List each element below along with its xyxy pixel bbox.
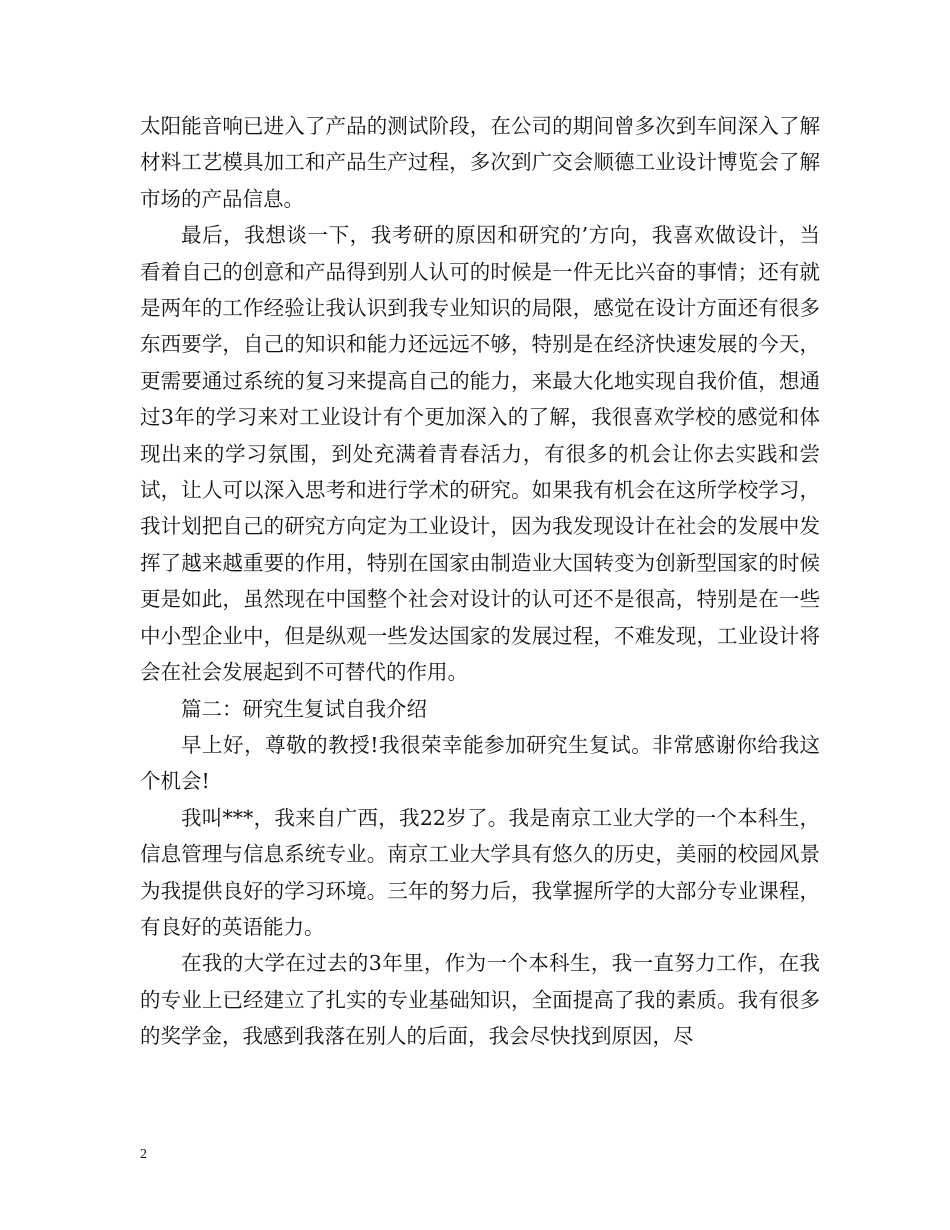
paragraph-reasons: 最后，我想谈一下，我考研的原因和研究的’方向，我喜欢做设计，当看着自己的创意和产品得到别人认可的时候是一件无比兴奋的事情；还有就是两年的工作经验让我认识到我专业知识的局限，感觉在设计方面还有很多东西要学，自己的知识和能力还远远不够，特别是在经济快速发展的今天，更需要通过系统的复习来提高自己的能力，来最大化地实现自我价值，想通过3年的学习来对工业设计有个更加深入的了解，我很喜欢学校的感觉和体现出来的学习氛围，到处充满着青春活力，有很多的机会让你去实践和尝试，让人可以深入思考和进行学术的研究。如果我有机会在这所学校学习，我计划把自己的研究方向定为工业设计，因为我发现设计在社会的发展中发挥了越来越重要的作用，特别在国家由制造业大国转变为创新型国家的时候更是如此，虽然现在中国整个社会对设计的认可还不是很高，特别是在一些中小型企业中，但是纵观一些发达国家的发展过程，不难发现，工业设计将会在社会发展起到不可替代的作用。 (140, 223, 820, 685)
document-body (140, 108, 820, 1055)
page-number: 2 (140, 1147, 147, 1162)
paragraph-university: 在我的大学在过去的3年里，作为一个本科生，我一直努力工作，在我的专业上已经建立了扎实的专业基础知识，全面提高了我的素质。我有很多的奖学金，我感到我落在别人的后面，我会尽快找到原因，尽 (140, 951, 820, 1049)
section-heading: 篇二：研究生复试自我介绍 (181, 696, 427, 721)
paragraph-continued: 太阳能音响已进入了产品的测试阶段，在公司的期间曾多次到车间深入了解材料工艺模具加工和产品生产过程，多次到广交会顺德工业设计博览会了解市场的产品信息。 (140, 114, 820, 211)
paragraph-greeting: 早上好，尊敬的教授!我很荣幸能参加研究生复试。非常感谢你给我这个机会! (140, 732, 820, 794)
paragraph-intro: 我叫***，我来自广西，我22岁了。我是南京工业大学的一个本科生，信息管理与信息系统专业。南京工业大学具有悠久的历史，美丽的校园风景为我提供良好的学习环境。三年的努力后，我掌握所学的大部分专业课程，有良好的英语能力。 (140, 805, 820, 939)
